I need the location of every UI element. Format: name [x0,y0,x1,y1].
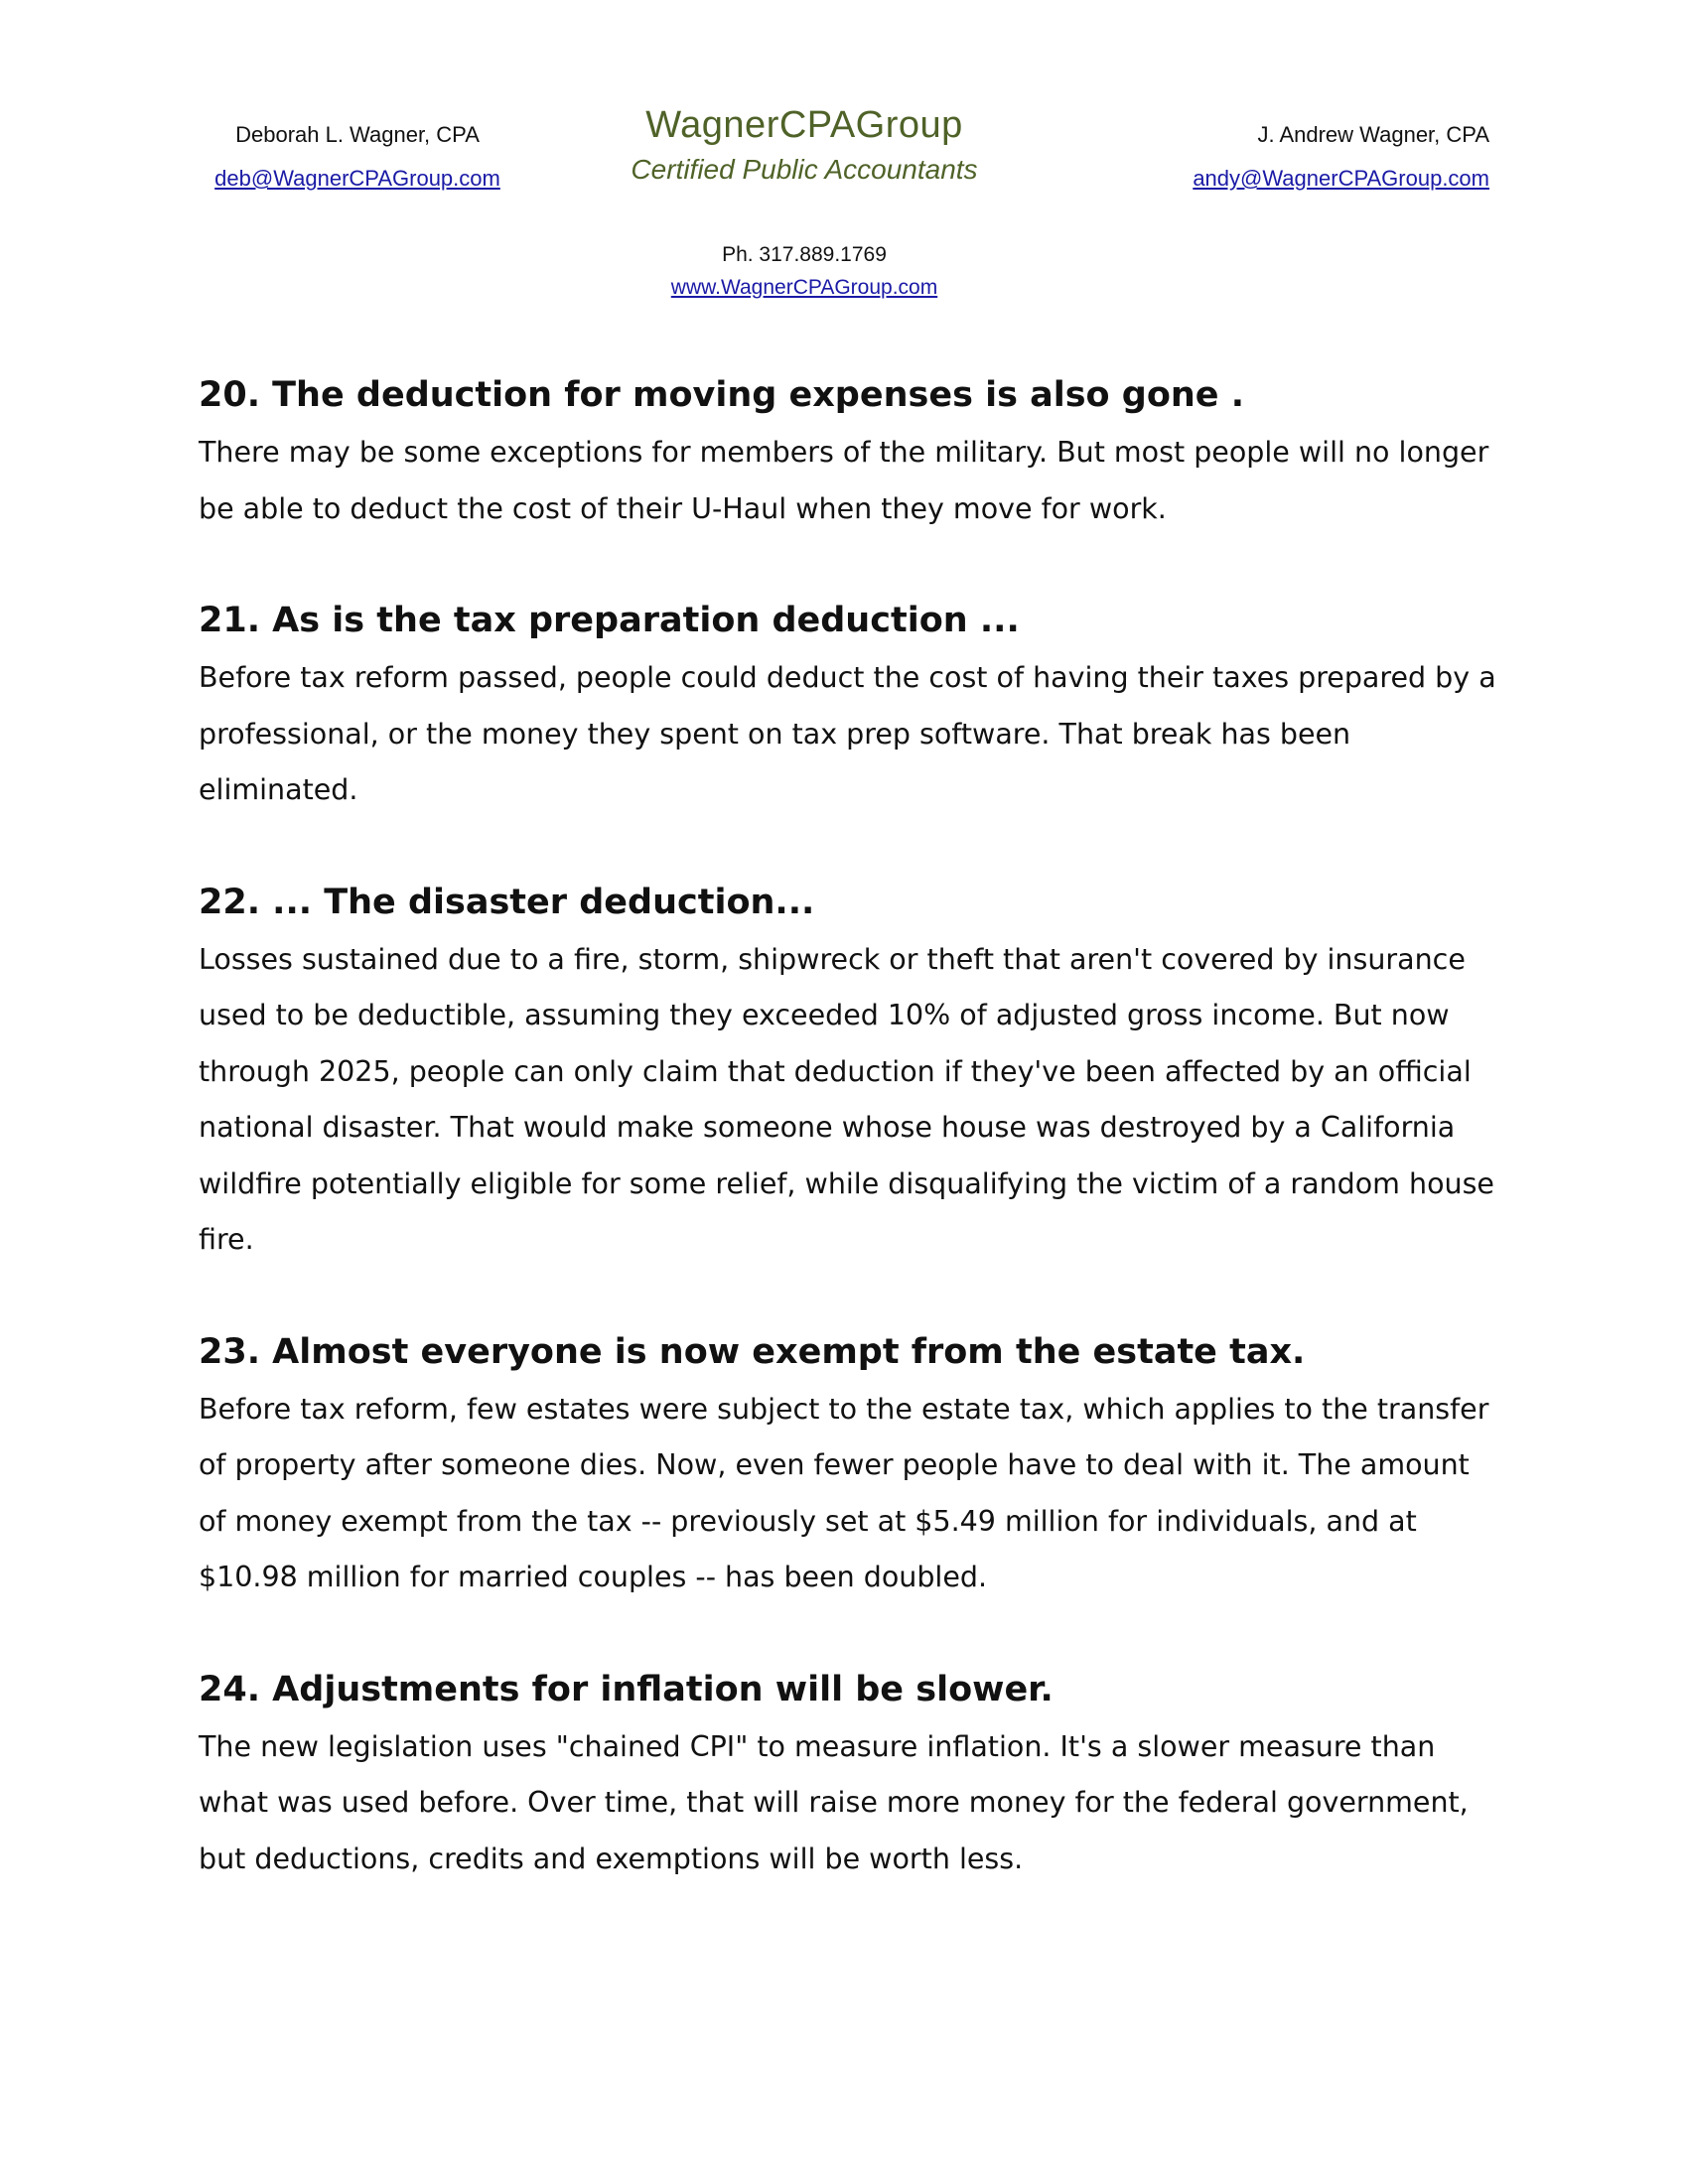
right-partner-email-link[interactable]: andy@WagnerCPAGroup.com [1193,166,1489,191]
section-heading: 23. Almost everyone is now exempt from the estate tax. [199,1331,1306,1372]
section-21 [199,591,1499,819]
website-link[interactable]: www.WagnerCPAGroup.com [670,276,938,299]
phone-number: Ph. 317.889.1769 [722,243,887,266]
contact-block [556,238,1053,304]
section-22 [199,873,1499,1269]
section-heading: 24. Adjustments for inflation will be slower. [199,1669,1054,1709]
left-partner-name: Deborah L. Wagner, CPA [235,122,480,147]
firm-subtitle: Certified Public Accountants [631,154,978,185]
section-24 [199,1660,1499,1888]
section-body: Losses sustained due to a fire, storm, shipwreck or theft that aren't covered by insurance used to be deductible, assuming they exceeded 10% of adjusted gross income. But now through 2025, people can only claim that deduction if they've been affected by an official national disaster. That would make someone whose house was destroyed by a California wildfire potentially eligible for some relief, while disqualifying the victim of a random house fire. [199,942,1494,1256]
left-partner-email-link[interactable]: deb@WagnerCPAGroup.com [214,166,500,191]
section-heading: 20. The deduction for moving expenses is also gone . [199,375,1245,415]
letterhead-center [556,99,1053,189]
document-body [199,365,1499,1941]
section-body: There may be some exceptions for members of the military. But most people will no longer be able to deduct the cost of their U-Haul when they move for work. [199,436,1489,525]
section-heading: 22. ... The disaster deduction... [199,882,815,922]
letterhead-right [1152,113,1489,201]
section-20 [199,365,1499,537]
section-body: Before tax reform passed, people could deduct the cost of having their taxes prepared by a professional, or the money they spent on tax prep software. That break has been eliminated. [199,661,1496,806]
right-partner-name: J. Andrew Wagner, CPA [1257,122,1489,147]
section-body: The new legislation uses "chained CPI" to measure inflation. It's a slower measure than what was used before. Over time, that will raise more money for the federal government, but deductions, credits and exemptions will be worth less. [199,1729,1469,1875]
firm-name: WagnerCPAGroup [645,104,963,146]
letterhead-left [199,113,516,201]
section-23 [199,1322,1499,1606]
section-body: Before tax reform, few estates were subject to the estate tax, which applies to the transfer of property after someone dies. Now, even fewer people have to deal with it. The amount of money exempt from the tax -- previously set at $5.49 million for individuals, and at $10.98 million for married couples -- has been doubled. [199,1392,1489,1593]
section-heading: 21. As is the tax preparation deduction ... [199,601,1020,640]
